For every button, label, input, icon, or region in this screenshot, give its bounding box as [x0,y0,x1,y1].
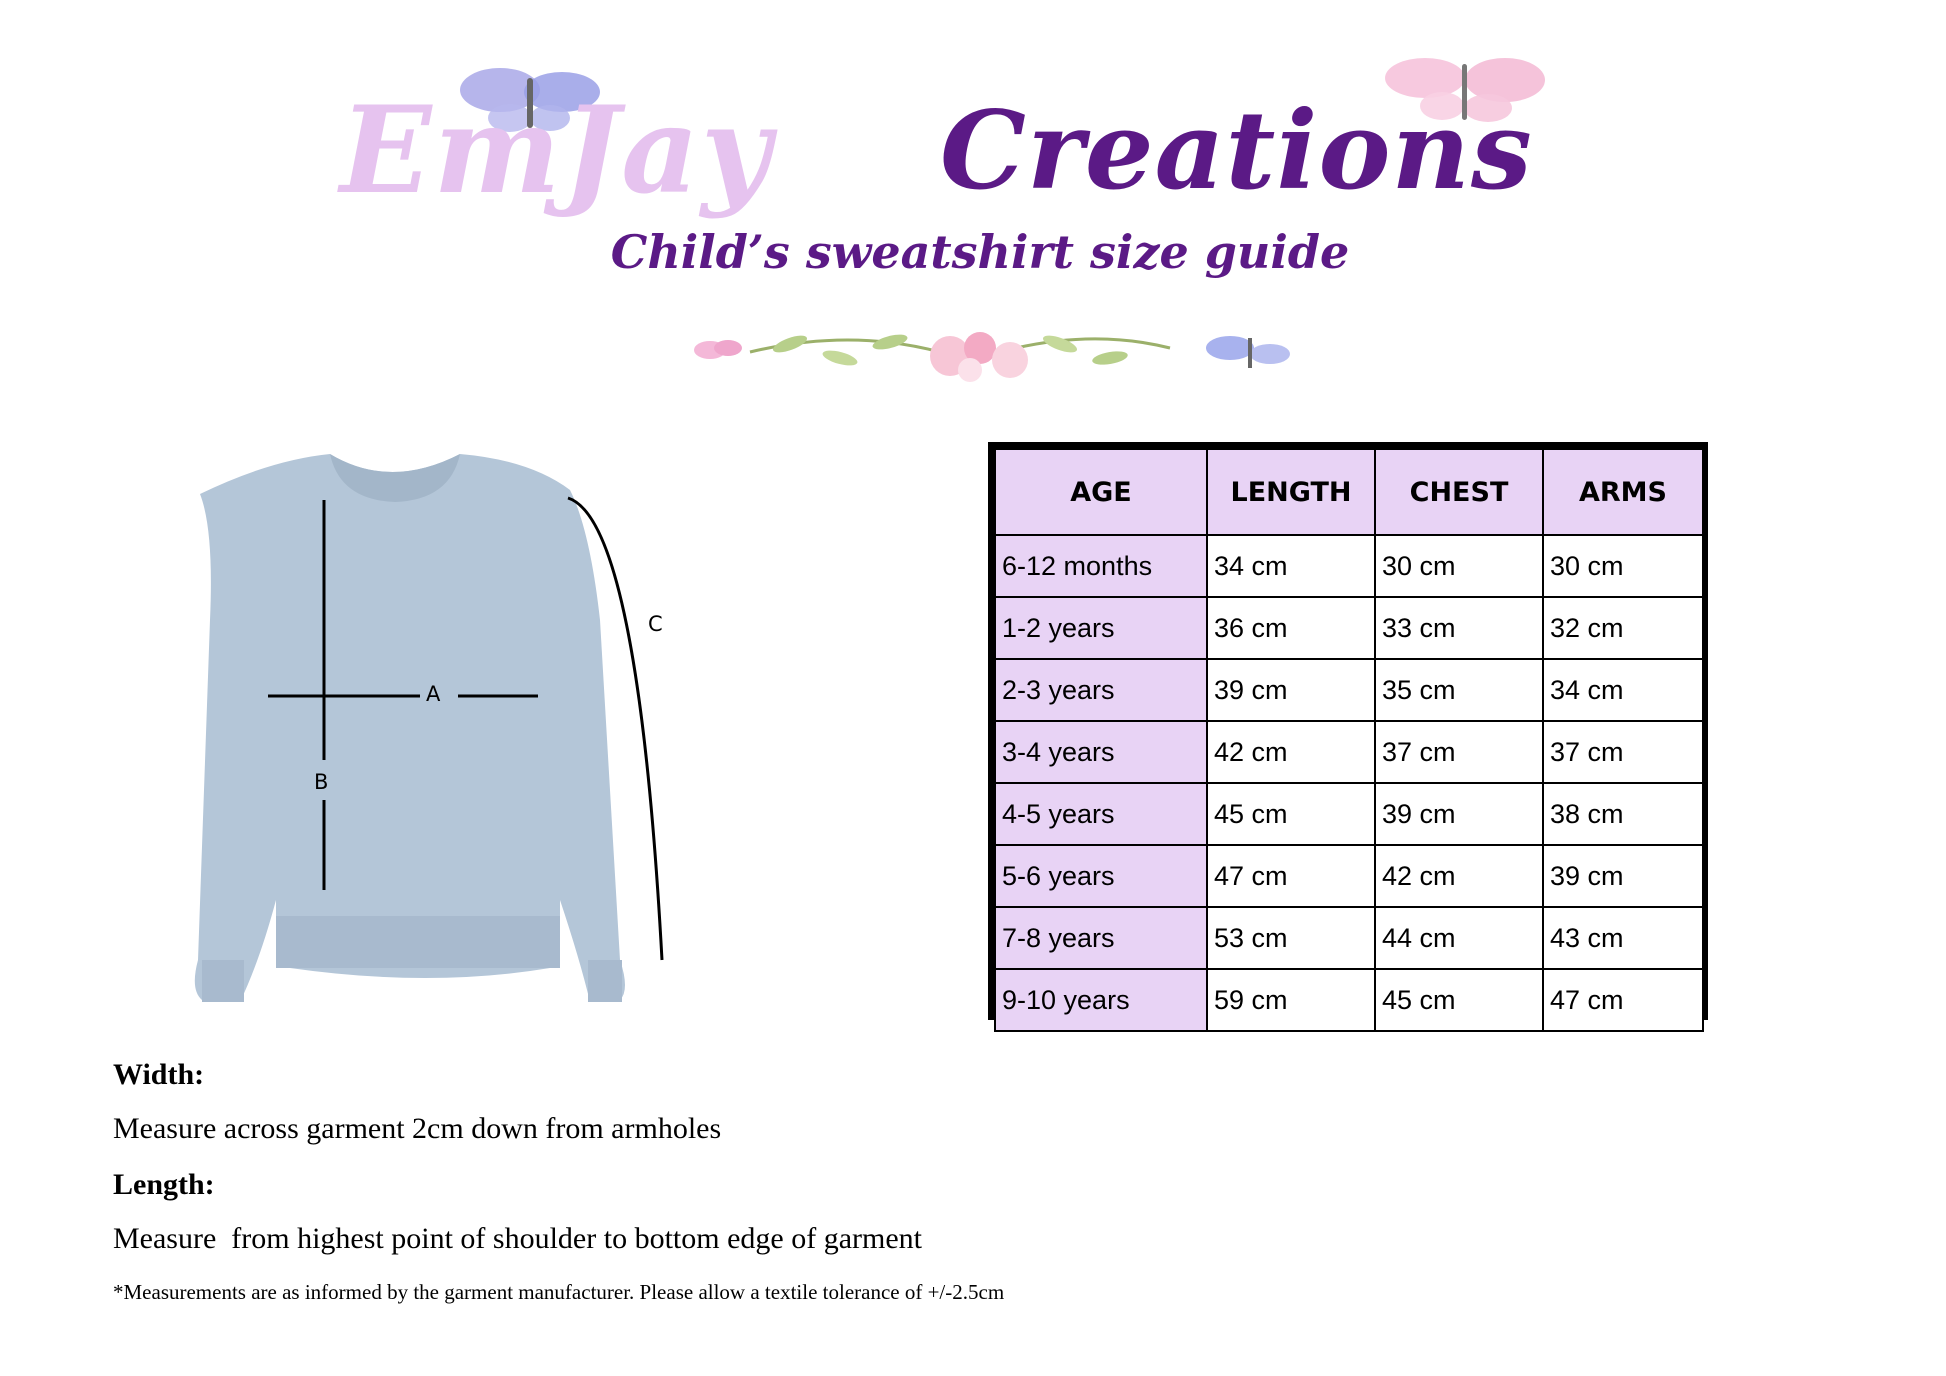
cell-arms: 30 cm [1543,535,1703,597]
table-row [995,783,1703,845]
cell-arms: 34 cm [1543,659,1703,721]
cell-length: 39 cm [1207,659,1375,721]
length-text: Measure from highest point of shoulder to bottom edge of garment [113,1222,922,1255]
measure-label-a: A [426,682,441,706]
table-row [995,721,1703,783]
cell-age: 1-2 years [995,597,1207,659]
length-heading: Length: [113,1168,215,1201]
cell-length: 53 cm [1207,907,1375,969]
table-header-row [995,449,1703,535]
width-text: Measure across garment 2cm down from armholes [113,1112,722,1145]
sweatshirt-diagram [90,420,730,1040]
brand-logo [320,40,1620,240]
cell-arms: 43 cm [1543,907,1703,969]
disclaimer: *Measurements are as informed by the garment manufacturer. Please allow a textile tolerance of +/-2.5cm [113,1280,1005,1304]
cell-chest: 35 cm [1375,659,1543,721]
cell-arms: 32 cm [1543,597,1703,659]
cell-chest: 39 cm [1375,783,1543,845]
header-chest: CHEST [1375,449,1543,535]
table-row [995,659,1703,721]
table-row [995,969,1703,1031]
cell-chest: 33 cm [1375,597,1543,659]
table-row [995,597,1703,659]
sweatshirt-icon [90,420,730,1040]
page-title: Child’s sweatshirt size guide [610,225,1350,279]
table-row [995,845,1703,907]
cell-age: 3-4 years [995,721,1207,783]
cell-age: 4-5 years [995,783,1207,845]
measure-label-c: C [648,612,663,636]
cell-arms: 38 cm [1543,783,1703,845]
cell-age: 6-12 months [995,535,1207,597]
cell-chest: 44 cm [1375,907,1543,969]
cell-length: 59 cm [1207,969,1375,1031]
table-row [995,907,1703,969]
measure-label-b: B [314,770,329,794]
cell-arms: 47 cm [1543,969,1703,1031]
cell-length: 34 cm [1207,535,1375,597]
cell-age: 5-6 years [995,845,1207,907]
cell-length: 45 cm [1207,783,1375,845]
header-length: LENGTH [1207,449,1375,535]
cell-arms: 37 cm [1543,721,1703,783]
cell-chest: 37 cm [1375,721,1543,783]
cell-age: 7-8 years [995,907,1207,969]
header-age: AGE [995,449,1207,535]
floral-divider-icon [670,318,1290,388]
cell-chest: 30 cm [1375,535,1543,597]
cell-age: 9-10 years [995,969,1207,1031]
size-table [988,442,1708,1020]
brand-name-second: Creations [940,88,1533,214]
header-arms: ARMS [1543,449,1703,535]
cell-length: 42 cm [1207,721,1375,783]
cell-age: 2-3 years [995,659,1207,721]
cell-length: 47 cm [1207,845,1375,907]
width-heading: Width: [113,1058,205,1091]
cell-chest: 42 cm [1375,845,1543,907]
cell-length: 36 cm [1207,597,1375,659]
cell-chest: 45 cm [1375,969,1543,1031]
table-row [995,535,1703,597]
cell-arms: 39 cm [1543,845,1703,907]
brand-name-first: EmJay [340,80,773,221]
